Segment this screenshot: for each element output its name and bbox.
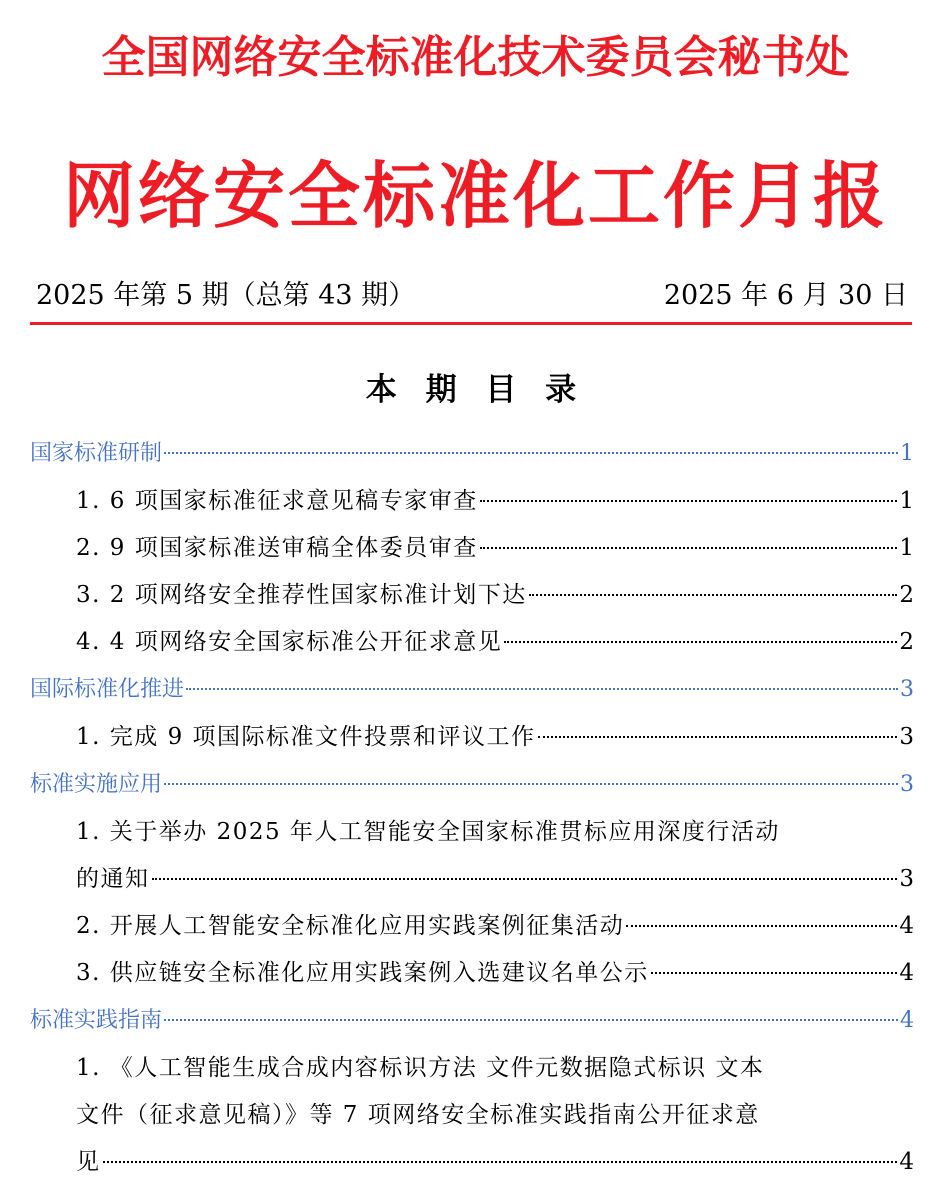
- dot-leader: [480, 547, 898, 549]
- dot-leader: [164, 783, 898, 785]
- toc-item[interactable]: [30, 478, 914, 525]
- toc-page-number: 1: [899, 488, 914, 514]
- toc-item-title: 3. 2 项网络安全推荐性国家标准计划下达: [76, 582, 527, 608]
- toc-item[interactable]: [30, 903, 914, 950]
- issue-row: [36, 276, 908, 316]
- toc-section-practice-guides[interactable]: [30, 997, 914, 1045]
- table-of-contents: [30, 430, 914, 1186]
- issue-number: 2025 年第 5 期（总第 43 期）: [36, 280, 416, 311]
- dot-leader: [103, 1161, 898, 1163]
- toc-page-number: 4: [899, 1149, 914, 1175]
- dot-leader: [164, 452, 898, 454]
- dot-leader: [538, 736, 898, 738]
- toc-item-title: 2. 开展人工智能安全标准化应用实践案例征集活动: [76, 913, 625, 939]
- toc-section-national-standards[interactable]: [30, 430, 914, 478]
- toc-item-title: 1. 6 项国家标准征求意见稿专家审查: [76, 488, 478, 514]
- toc-section-international-standardization[interactable]: [30, 666, 914, 714]
- toc-item[interactable]: [30, 619, 914, 666]
- toc-item-title-line: 1. 《人工智能生成合成内容标识方法 文件元数据隐式标识 文本: [76, 1055, 765, 1081]
- toc-page-number: 1: [899, 535, 914, 561]
- toc-item-title-line: 的通知: [76, 866, 150, 892]
- issue-date: 2025 年 6 月 30 日: [663, 280, 908, 311]
- toc-item[interactable]: [30, 525, 914, 572]
- toc-section-title: 国际标准化推进: [30, 677, 185, 702]
- toc-page-number: 4: [900, 1008, 914, 1033]
- toc-item-title-line: 文件（征求意见稿）》等 7 项网络安全标准实践指南公开征求意: [76, 1102, 760, 1128]
- toc-page-number: 3: [900, 772, 914, 797]
- report-title: 网络安全标准化工作月报: [62, 153, 888, 238]
- toc-item-title: 4. 4 项网络安全国家标准公开征求意见: [76, 629, 503, 655]
- dot-leader: [651, 972, 898, 974]
- dot-leader: [626, 925, 897, 927]
- toc-page-number: 4: [899, 960, 914, 986]
- dot-leader: [152, 878, 898, 880]
- dot-leader: [480, 500, 898, 502]
- toc-item[interactable]: [30, 950, 914, 997]
- toc-page-number: 3: [900, 677, 914, 702]
- toc-item[interactable]: [30, 572, 914, 619]
- toc-item[interactable]: [30, 714, 914, 761]
- toc-page-number: 3: [899, 866, 914, 892]
- toc-item-last-line: [76, 1139, 914, 1186]
- toc-item[interactable]: [30, 809, 914, 903]
- toc-item-title-line: 见: [76, 1149, 101, 1175]
- toc-page-number: 2: [899, 582, 914, 608]
- toc-page-number: 3: [899, 724, 914, 750]
- dot-leader: [186, 688, 898, 690]
- toc-item-title: 3. 供应链安全标准化应用实践案例入选建议名单公示: [76, 960, 649, 986]
- toc-page-number: 4: [899, 913, 914, 939]
- header-divider: [30, 322, 912, 325]
- dot-leader: [164, 1019, 898, 1021]
- toc-item-title-line: 1. 关于举办 2025 年人工智能安全国家标准贯标应用深度行活动: [76, 819, 780, 845]
- toc-heading: 本 期 目 录: [365, 372, 586, 408]
- toc-item-last-line: [76, 856, 914, 903]
- org-name: 全国网络安全标准化技术委员会秘书处: [101, 32, 850, 83]
- toc-item[interactable]: [30, 1045, 914, 1186]
- toc-item-title: 2. 9 项国家标准送审稿全体委员审查: [76, 535, 478, 561]
- toc-section-title: 国家标准研制: [30, 441, 163, 466]
- toc-item-title: 1. 完成 9 项国际标准文件投票和评议工作: [76, 724, 536, 750]
- toc-section-standard-implementation[interactable]: [30, 761, 914, 809]
- toc-section-title: 标准实施应用: [30, 772, 163, 797]
- toc-page-number: 1: [900, 441, 914, 466]
- toc-page-number: 2: [899, 629, 914, 655]
- dot-leader: [529, 594, 898, 596]
- toc-section-title: 标准实践指南: [30, 1008, 163, 1033]
- dot-leader: [504, 641, 897, 643]
